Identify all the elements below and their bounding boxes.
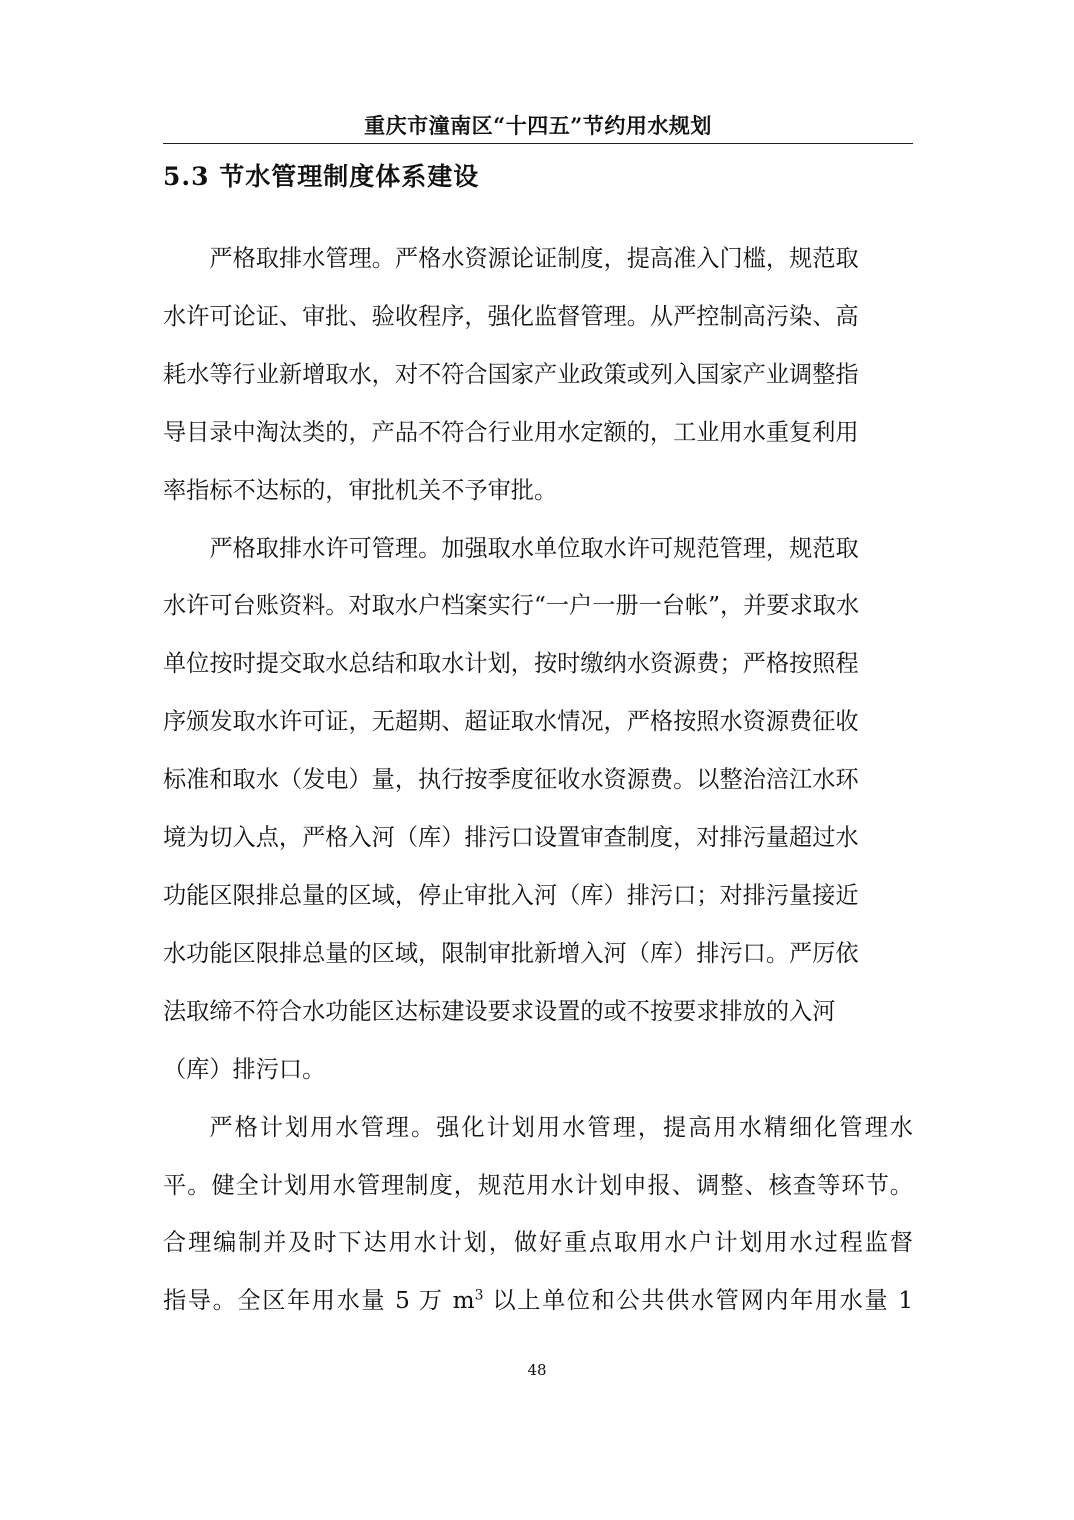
page-number: 48 <box>527 1361 547 1379</box>
text-segment: 指导。全区年用水量 5 万 m <box>163 1287 475 1315</box>
text-line: （库）排污口。 <box>163 1055 326 1083</box>
text-line: 序颁发取水许可证，无超期、超证取水情况，严格按照水资源费征收 <box>163 708 859 736</box>
header-divider <box>163 143 913 144</box>
text-line: 严格取排水许可管理。加强取水单位取水许可规范管理，规范取 <box>209 534 859 562</box>
text-line: 单位按时提交取水总结和取水计划，按时缴纳水资源费；严格按照程 <box>163 650 859 678</box>
text-line: 合理编制并及时下达用水计划，做好重点取用水户计划用水过程监督 <box>163 1229 913 1257</box>
superscript: 3 <box>474 1287 484 1304</box>
text-line: 境为切入点，严格入河（库）排污口设置审查制度，对排污量超过水 <box>163 824 859 852</box>
text-line <box>163 1272 913 1330</box>
paragraph-permit-management <box>163 520 913 1099</box>
text-line: 导目录中淘汰类的，产品不符合行业用水定额的，工业用水重复利用 <box>163 418 859 446</box>
text-line: 法取缔不符合水功能区达标建设要求设置的或不按要求排放的入河 <box>163 997 836 1025</box>
text-line: 严格取排水管理。严格水资源论证制度，提高准入门槛，规范取 <box>209 245 859 272</box>
paragraph-water-withdrawal <box>163 230 913 520</box>
section-title: 5.3 节水管理制度体系建设 <box>163 162 480 191</box>
text-line: 耗水等行业新增取水，对不符合国家产业政策或列入国家产业调整指 <box>163 360 859 388</box>
text-line: 率指标不达标的，审批机关不予审批。 <box>163 476 558 504</box>
text-line: 严格计划用水管理。强化计划用水管理，提高用水精细化管理水 <box>209 1113 913 1141</box>
text-line: 水功能区限排总量的区域，限制审批新增入河（库）排污口。严厉依 <box>163 939 859 967</box>
page-header: 重庆市潼南区“十四五”节约用水规划 <box>364 113 712 138</box>
text-line: 平。健全计划用水管理制度，规范用水计划申报、调整、核查等环节。 <box>163 1171 913 1199</box>
text-line: 功能区限排总量的区域，停止审批入河（库）排污口；对排污量接近 <box>163 881 859 909</box>
text-line: 水许可论证、审批、验收程序，强化监督管理。从严控制高污染、高 <box>163 302 859 330</box>
paragraph-planned-water-use <box>163 1099 913 1331</box>
text-line: 标准和取水（发电）量，执行按季度征收水资源费。以整治涪江水环 <box>163 766 859 794</box>
text-segment: 以上单位和公共供水管网内年用水量 1 <box>483 1287 913 1315</box>
body-text <box>163 230 913 1330</box>
text-line: 水许可台账资料。对取水户档案实行“一户一册一台帐”，并要求取水 <box>163 592 860 620</box>
